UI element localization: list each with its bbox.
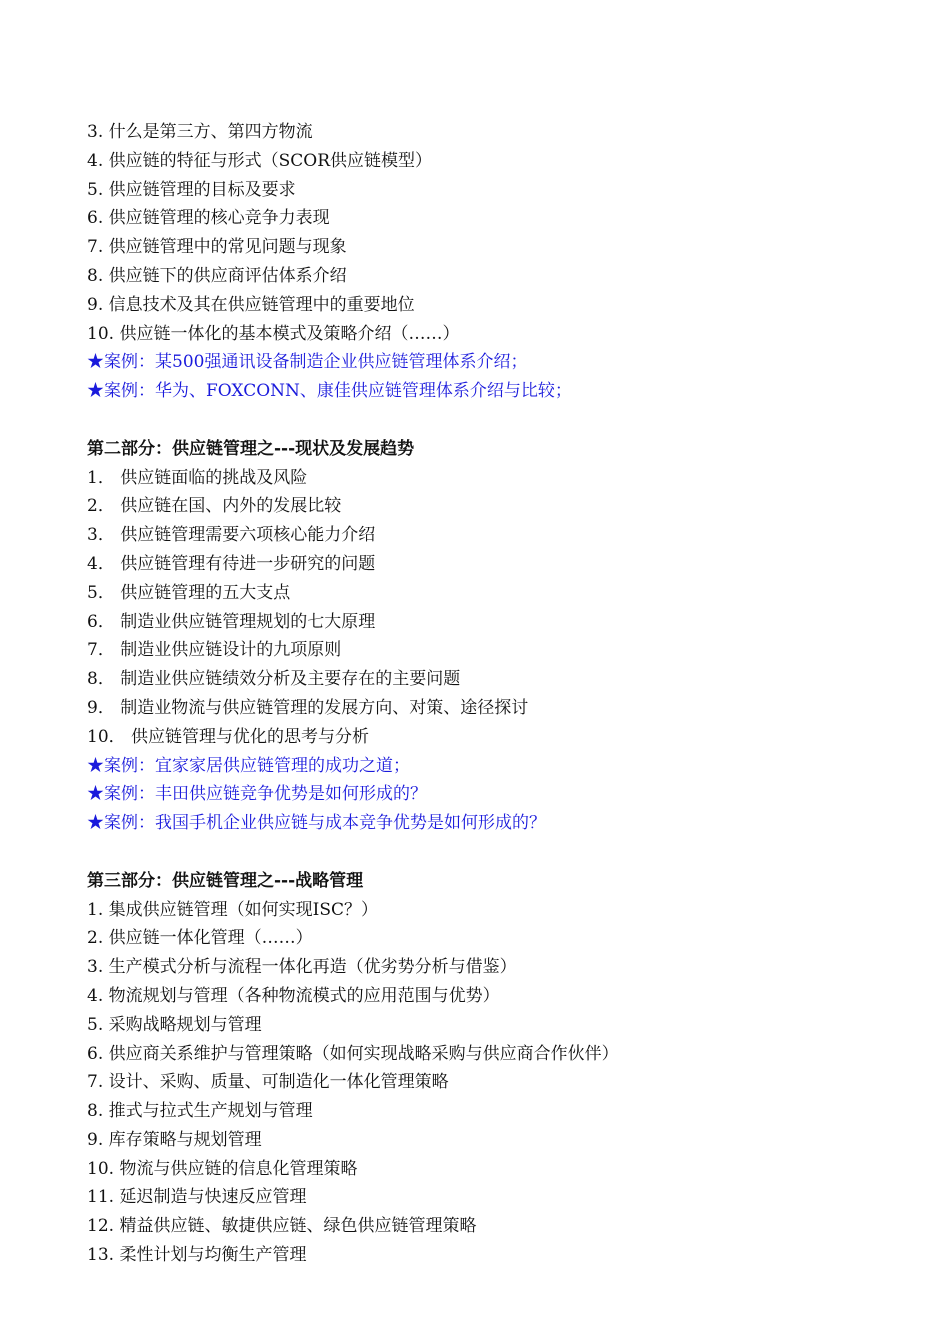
case-study: ★案例：我国手机企业供应链与成本竞争优势是如何形成的？ <box>87 813 546 834</box>
list-item: 13. 柔性计划与均衡生产管理 <box>87 1245 307 1266</box>
list-item: 2. 供应链一体化管理（……） <box>87 928 313 949</box>
list-item: 6. 供应商关系维护与管理策略（如何实现战略采购与供应商合作伙伴） <box>87 1043 619 1064</box>
list-item: 9. 信息技术及其在供应链管理中的重要地位 <box>87 294 415 315</box>
list-item: 5. 采购战略规划与管理 <box>87 1014 262 1035</box>
list-item: 8. 供应链下的供应商评估体系介绍 <box>87 265 347 286</box>
case-study: ★案例：丰田供应链竞争优势是如何形成的？ <box>87 784 427 805</box>
part2-section <box>87 435 907 838</box>
list-item: 8. 推式与拉式生产规划与管理 <box>87 1101 313 1122</box>
list-item: 3. 什么是第三方、第四方物流 <box>87 122 313 142</box>
list-item: 3. 生产模式分析与流程一体化再造（优劣势分析与借鉴） <box>87 957 517 978</box>
list-item: 10. 供应链一体化的基本模式及策略介绍（……） <box>87 323 460 344</box>
list-item: 12. 精益供应链、敏捷供应链、绿色供应链管理策略 <box>87 1216 477 1237</box>
list-item: 7． 制造业供应链设计的九项原则 <box>87 640 342 661</box>
list-item: 10． 供应链管理与优化的思考与分析 <box>87 726 370 747</box>
list-item: 1. 集成供应链管理（如何实现ISC？） <box>87 899 378 920</box>
list-item: 5． 供应链管理的五大支点 <box>87 582 291 603</box>
document-body <box>87 118 907 1270</box>
list-item: 8． 制造业供应链绩效分析及主要存在的主要问题 <box>87 669 461 690</box>
section-spacer <box>87 406 907 435</box>
list-item: 4． 供应链管理有待进一步研究的问题 <box>87 553 376 574</box>
list-item: 1． 供应链面临的挑战及风险 <box>87 467 308 488</box>
list-item: 7. 设计、采购、质量、可制造化一体化管理策略 <box>87 1072 449 1093</box>
list-item: 3． 供应链管理需要六项核心能力介绍 <box>87 525 376 546</box>
list-item: 11. 延迟制造与快速反应管理 <box>87 1187 307 1208</box>
list-item: 9. 库存策略与规划管理 <box>87 1129 262 1150</box>
list-item: 5. 供应链管理的目标及要求 <box>87 179 296 200</box>
section-spacer <box>87 838 907 867</box>
case-study: ★案例：华为、FOXCONN、康佳供应链管理体系介绍与比较； <box>87 381 572 402</box>
case-study: ★案例：某500强通讯设备制造企业供应链管理体系介绍； <box>87 352 528 373</box>
list-item: 4. 供应链的特征与形式（SCOR供应链模型） <box>87 150 433 171</box>
section-heading: 第二部分：供应链管理之---现状及发展趋势 <box>87 438 415 459</box>
list-item: 9． 制造业物流与供应链管理的发展方向、对策、途径探讨 <box>87 697 529 718</box>
section-heading: 第三部分：供应链管理之---战略管理 <box>87 870 364 891</box>
list-item: 10. 物流与供应链的信息化管理策略 <box>87 1158 358 1179</box>
list-item: 2． 供应链在国、内外的发展比较 <box>87 496 342 517</box>
case-study: ★案例：宜家家居供应链管理的成功之道； <box>87 755 410 776</box>
list-item: 7. 供应链管理中的常见问题与现象 <box>87 237 347 258</box>
list-item: 6. 供应链管理的核心竞争力表现 <box>87 208 330 229</box>
list-item: 6． 制造业供应链管理规划的七大原理 <box>87 611 376 632</box>
part1-list <box>87 118 907 406</box>
part3-section <box>87 867 907 1270</box>
list-item: 4. 物流规划与管理（各种物流模式的应用范围与优势） <box>87 985 500 1006</box>
